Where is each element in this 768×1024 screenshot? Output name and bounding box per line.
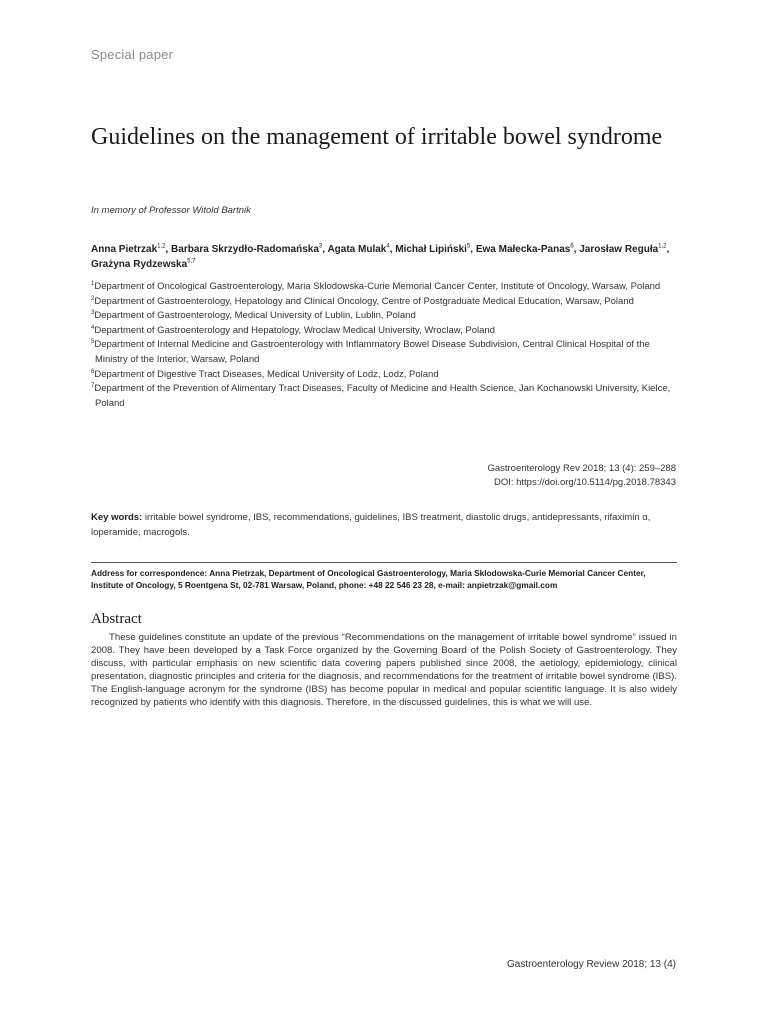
correspondence-address (91, 568, 679, 591)
page-footer: Gastroenterology Review 2018; 13 (4) (507, 959, 676, 970)
journal-citation: Gastroenterology Rev 2018; 13 (4): 259–288 (487, 463, 676, 474)
affiliation: $^3$Department of Gastroenterology, Medical University of Lublin, Lublin, Poland (91, 310, 416, 322)
author: Ewa Małecka-Panas$^6$, (475, 243, 577, 255)
author: Barbara Skrzydło-Radomańska$^3$, (171, 243, 326, 255)
affiliation: $^7$Department of the Prevention of Alimentary Tract Diseases, Faculty of Medicine and Health Science, Jan Kochanowski University, Kielce, Poland (91, 383, 671, 409)
author: Grażyna Rydzewska$^{5,7}$ (91, 258, 196, 270)
affiliation: $^4$Department of Gastroenterology and Hepatology, Wroclaw Medical University, Wroclaw, Poland (91, 324, 495, 336)
author-list (91, 242, 681, 272)
doi-link[interactable]: DOI: https://doi.org/10.5114/pg.2018.78343 (493, 477, 676, 488)
keywords-text: irritable bowel syndrome, IBS, recommendations, guidelines, IBS treatment, diastolic drugs, antidepressants, rifaximin α, loperamide, macrogols. (91, 512, 651, 538)
affiliation: $^6$Department of Digestive Tract Diseases, Medical University of Lodz, Lodz, Poland (91, 368, 439, 380)
divider (91, 562, 677, 563)
keywords-label: Key words: (91, 512, 143, 523)
correspondence-text: Anna Pietrzak, Department of Oncological Gastroenterology, Maria Sklodowska-Curie Memorial Cancer Center, Institute of Oncology, 5 Roentgena St, 02-781 Warsaw, Poland, phone: +48 22 546 23 28, e-mail: anpietrzak@gmail.com (91, 568, 646, 590)
dedication: In memory of Professor Witold Bartnik (91, 205, 251, 216)
author: Agata Mulak$^4$, (327, 243, 393, 255)
keywords (91, 510, 679, 540)
section-label: Special paper (91, 47, 174, 62)
affiliation: $^1$Department of Oncological Gastroenterology, Maria Sklodowska-Curie Memorial Cancer Center, Institute of Oncology, Warsaw, Poland (91, 280, 661, 292)
abstract-body: These guidelines constitute an update of the previous “Recommendations on the management of irritable bowel syndrome” issued in 2008. They have been developed by a Task Force organized by the Governing Board of the Polish Society of Gastroenterology. They discuss, with particular emphasis on new scientific data covering papers published since 2008, the aetiology, epidemiology, clinical presentation, diagnostic principles and criteria for the diagnosis, and recommendations for the treatment of irritable bowel syndrome (IBS). The English-language acronym for the syndrome (IBS) has become popular in medical and popular scientific language. It is also widely recognized by patients who identify with this diagnosis. Therefore, in the discussed guidelines, this is what we will use. (91, 632, 677, 708)
affiliation: $^2$Department of Gastroenterology, Hepatology and Clinical Oncology, Centre of Postgraduate Medical Education, Warsaw, Poland (91, 295, 634, 307)
citation-block (487, 462, 676, 490)
author: Jarosław Reguła$^{1,2}$, (579, 243, 670, 255)
affiliation-list (91, 280, 681, 411)
abstract-heading: Abstract (91, 611, 142, 627)
author: Michał Lipiński$^5$, (395, 243, 474, 255)
paper-title: Guidelines on the management of irritable bowel syndrome (91, 124, 663, 150)
correspondence-label: Address for correspondence: (91, 568, 208, 578)
author: Anna Pietrzak$^{1,2}$, (91, 243, 169, 255)
affiliation: $^5$Department of Internal Medicine and Gastroenterology with Inflammatory Bowel Disease Subdivision, Central Clinical Hospital of the Ministry of the Interior, Warsaw, Poland (91, 339, 650, 365)
